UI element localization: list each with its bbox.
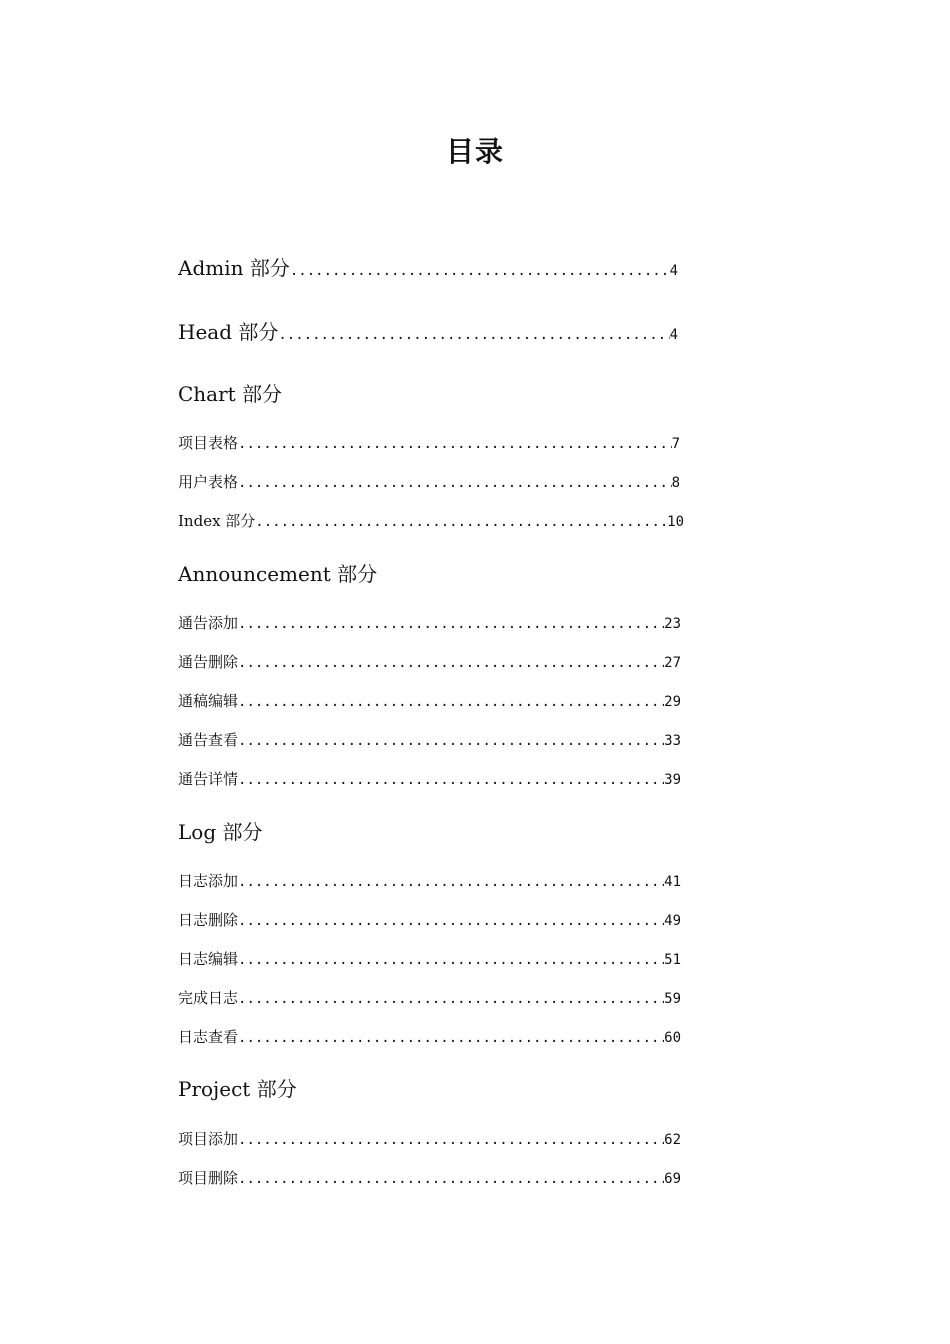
- toc-page-number: 10: [667, 514, 684, 530]
- toc-dot-leader: [238, 655, 664, 671]
- toc-dot-leader: [238, 475, 672, 491]
- toc-page-number: 4: [669, 263, 678, 279]
- toc-entry[interactable]: [178, 987, 681, 1008]
- toc-page-number: 8: [671, 475, 680, 491]
- toc-entry-label: 通告添加: [178, 614, 239, 632]
- toc-entry-label: 通告详情: [178, 770, 239, 788]
- toc-page-number: 4: [669, 327, 678, 343]
- toc-dot-leader: [238, 991, 664, 1007]
- toc-entry[interactable]: [178, 909, 681, 930]
- toc-entry-label: 日志查看: [178, 1028, 239, 1046]
- toc-entry[interactable]: [178, 1128, 681, 1149]
- toc-entry-label: 用户表格: [178, 473, 239, 491]
- toc-page-number: 60: [664, 1030, 681, 1046]
- toc-dot-leader: [238, 616, 664, 632]
- toc-dot-leader: [238, 1132, 664, 1148]
- toc-page-number: 59: [664, 991, 681, 1007]
- toc-entry-label: 项目添加: [178, 1130, 239, 1148]
- toc-entry-label: 项目表格: [178, 434, 239, 452]
- toc-entry[interactable]: [178, 768, 681, 789]
- toc-dot-leader: [238, 874, 664, 890]
- toc-entry[interactable]: [178, 690, 681, 711]
- toc-page-number: 69: [664, 1171, 681, 1187]
- toc-entry[interactable]: [178, 1026, 681, 1047]
- toc-heading-log[interactable]: Log 部分: [178, 820, 263, 844]
- toc-entry[interactable]: [178, 948, 681, 969]
- toc-entry-label: 通告查看: [178, 731, 239, 749]
- toc-entry[interactable]: [178, 510, 684, 531]
- toc-entry-label: 项目删除: [178, 1169, 239, 1187]
- toc-entry[interactable]: [178, 471, 680, 492]
- toc-dot-leader: [238, 436, 672, 452]
- toc-entry-label: Head 部分: [178, 320, 279, 344]
- toc-entry-label: 日志编辑: [178, 950, 239, 968]
- toc-page-number: 33: [664, 733, 681, 749]
- toc-dot-leader: [255, 514, 667, 530]
- toc-dot-leader: [238, 913, 664, 929]
- toc-page-number: 49: [664, 913, 681, 929]
- toc-entry-label: 通告删除: [178, 653, 239, 671]
- toc-page-number: 41: [664, 874, 681, 890]
- toc-entry[interactable]: [178, 870, 681, 891]
- toc-entry-label: 日志删除: [178, 911, 239, 929]
- toc-heading-project[interactable]: Project 部分: [178, 1077, 297, 1101]
- toc-page-number: 23: [664, 616, 681, 632]
- toc-entry[interactable]: [178, 651, 681, 672]
- toc-dot-leader: [238, 694, 664, 710]
- page-title: 目录: [445, 135, 504, 168]
- toc-dot-leader: [290, 263, 670, 279]
- toc-entry-admin[interactable]: [178, 252, 678, 281]
- toc-page-number: 51: [664, 952, 681, 968]
- toc-entry-label: 完成日志: [178, 989, 239, 1007]
- toc-entry-head[interactable]: [178, 316, 678, 345]
- toc-dot-leader: [278, 327, 669, 343]
- toc-page-number: 62: [664, 1132, 681, 1148]
- toc-entry[interactable]: [178, 1167, 681, 1188]
- toc-dot-leader: [238, 733, 664, 749]
- toc-dot-leader: [238, 952, 664, 968]
- toc-page-number: 7: [671, 436, 680, 452]
- toc-heading-chart[interactable]: Chart 部分: [178, 382, 283, 406]
- toc-heading-announcement[interactable]: Announcement 部分: [178, 562, 378, 586]
- toc-page-number: 27: [664, 655, 681, 671]
- toc-entry-label: Admin 部分: [178, 256, 290, 280]
- toc-entry[interactable]: [178, 432, 680, 453]
- toc-entry-label: 日志添加: [178, 872, 239, 890]
- toc-dot-leader: [238, 772, 664, 788]
- toc-entry[interactable]: [178, 729, 681, 750]
- toc-dot-leader: [238, 1171, 664, 1187]
- toc-entry-label: Index 部分: [178, 512, 256, 530]
- toc-entry-label: 通稿编辑: [178, 692, 239, 710]
- toc-page-number: 39: [664, 772, 681, 788]
- toc-entry[interactable]: [178, 612, 681, 633]
- toc-page-number: 29: [664, 694, 681, 710]
- toc-dot-leader: [238, 1030, 664, 1046]
